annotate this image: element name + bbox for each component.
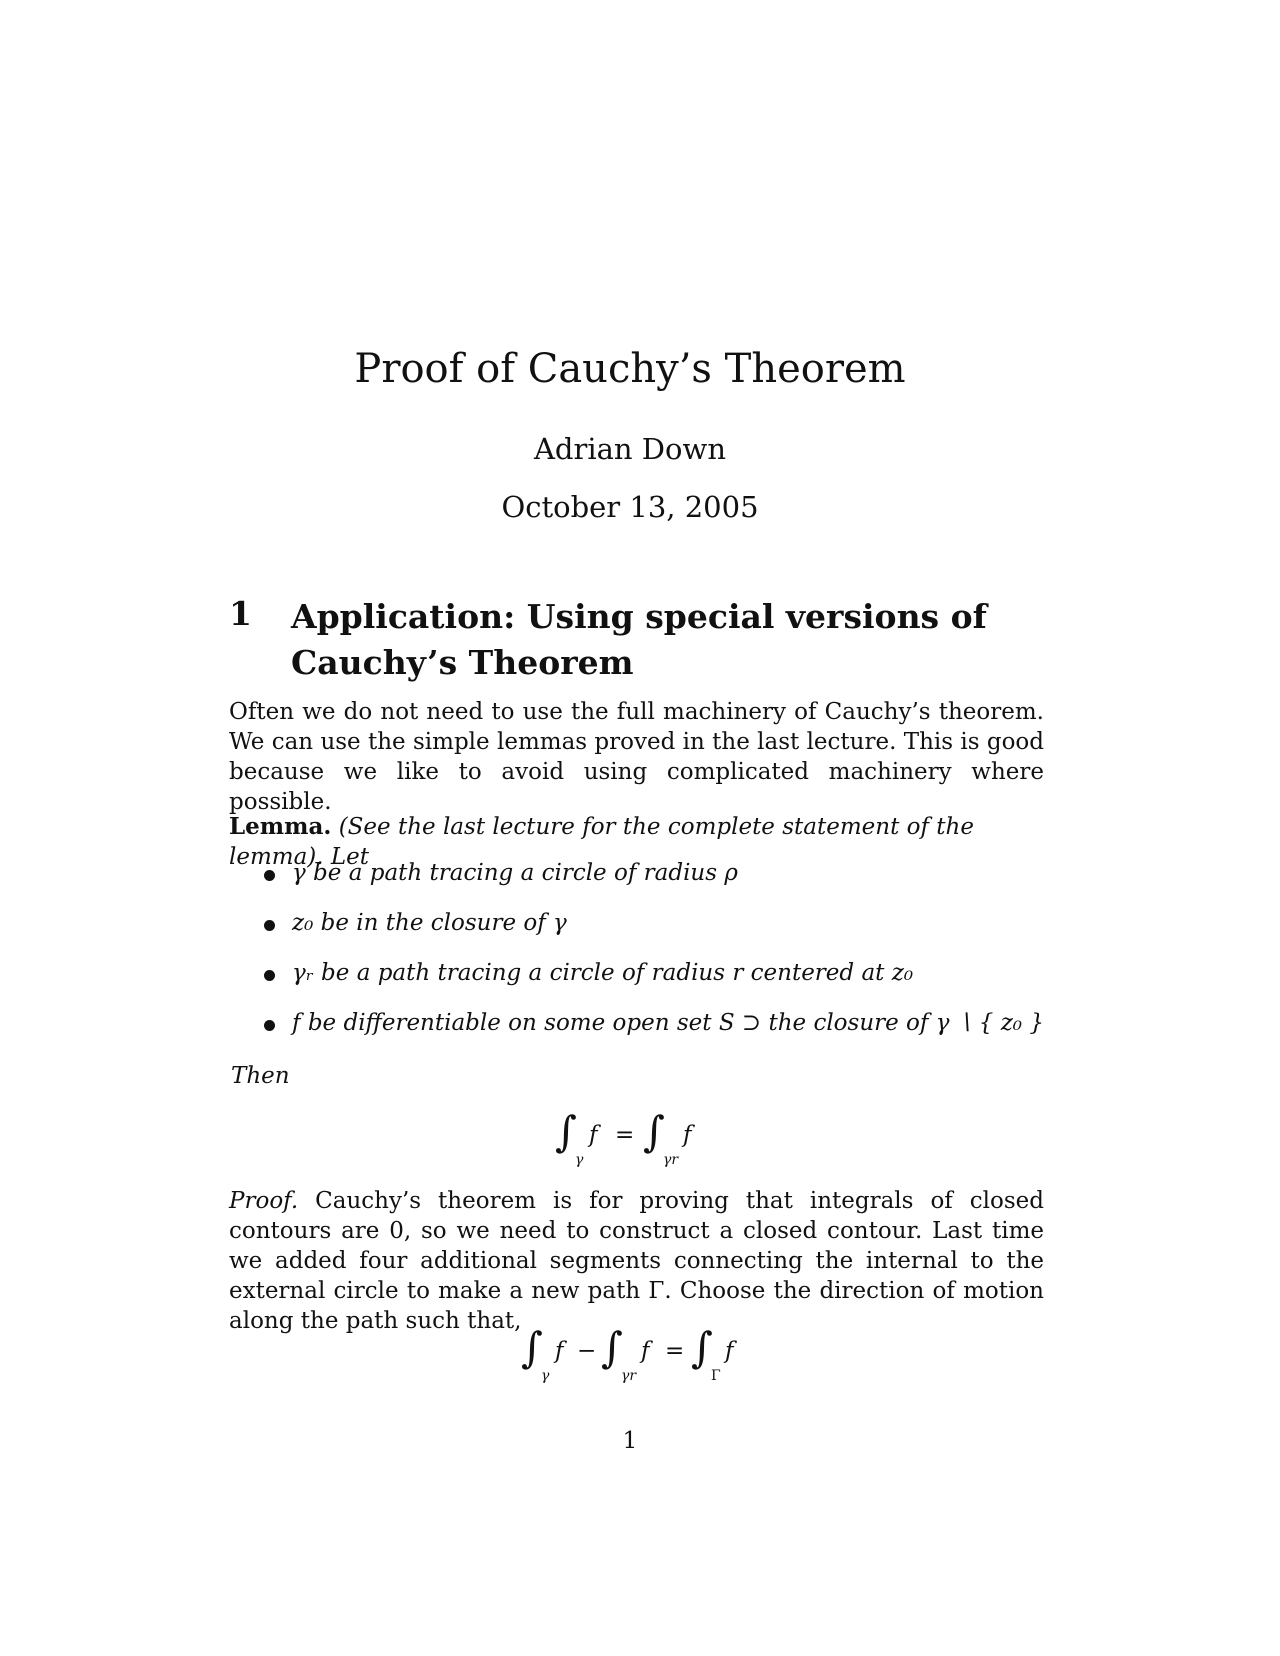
lower-limit: γ <box>575 1152 584 1168</box>
bullet-icon <box>264 1020 275 1031</box>
section-title: Application: Using special versions of Cauchy’s Theorem <box>291 597 987 682</box>
lemma-text: (See the last lecture for the complete statement of the lemma). Let <box>229 814 974 870</box>
section-number: 1 <box>229 594 252 633</box>
condition-text: γᵣ be a path tracing a circle of radius r centered at z₀ <box>292 960 914 986</box>
proof-label: Proof. <box>229 1188 299 1214</box>
page-title: Proof of Cauchy’s Theorem <box>354 346 906 392</box>
integrand: f <box>683 1122 692 1148</box>
condition-text: f be differentiable on some open set S ⊃ the closure of γ ∖ { z₀ } <box>292 1010 1044 1036</box>
list-item <box>262 910 1044 960</box>
minus-sign: − <box>577 1338 597 1364</box>
list-item <box>262 1010 1044 1060</box>
equation-1 <box>555 1102 715 1172</box>
list-item <box>262 960 1044 1010</box>
bullet-icon <box>264 970 275 981</box>
lower-limit: γr <box>621 1368 637 1384</box>
intro-paragraph: Often we do not need to use the full machinery of Cauchy’s theorem. We can use the simple lemmas proved in the last lecture. This is good because we like to avoid using complicated machinery where possible. <box>229 699 1044 815</box>
integral-sign-icon: ∫ <box>601 1323 623 1372</box>
page-number: 1 <box>622 1428 638 1454</box>
proof-text: Cauchy’s theorem is for proving that integrals of closed contours are 0, so we need to construct a closed contour. Last time we added four additional segments connecting the internal to the external circle to make a new path Γ. Choose the direction of motion along the path such that, <box>229 1188 1045 1334</box>
integral-sign-icon: ∫ <box>691 1323 713 1372</box>
equation-2 <box>521 1318 751 1388</box>
integrand: f <box>555 1338 564 1364</box>
author-name: Adrian Down <box>533 432 727 466</box>
equals-sign: = <box>615 1122 635 1148</box>
lower-limit: γr <box>663 1152 679 1168</box>
lemma-label: Lemma. <box>229 813 332 840</box>
proof-paragraph <box>229 1186 1044 1336</box>
bullet-icon <box>264 870 275 881</box>
integrand: f <box>641 1338 650 1364</box>
integral-sign-icon: ∫ <box>643 1107 665 1156</box>
integral-sign-icon: ∫ <box>521 1323 543 1372</box>
lower-limit: Γ <box>711 1368 721 1384</box>
lemma-conditions <box>262 860 1044 1060</box>
list-item <box>262 860 1044 910</box>
lower-limit: γ <box>541 1368 550 1384</box>
integral-sign-icon: ∫ <box>555 1107 577 1156</box>
bullet-icon <box>264 920 275 931</box>
integrand: f <box>725 1338 734 1364</box>
equals-sign: = <box>665 1338 685 1364</box>
integrand: f <box>589 1122 598 1148</box>
condition-text: z₀ be in the closure of γ <box>292 910 567 936</box>
document-date: October 13, 2005 <box>501 490 759 524</box>
lemma-then: Then <box>231 1063 290 1089</box>
condition-text: γ be a path tracing a circle of radius ρ <box>292 860 738 886</box>
